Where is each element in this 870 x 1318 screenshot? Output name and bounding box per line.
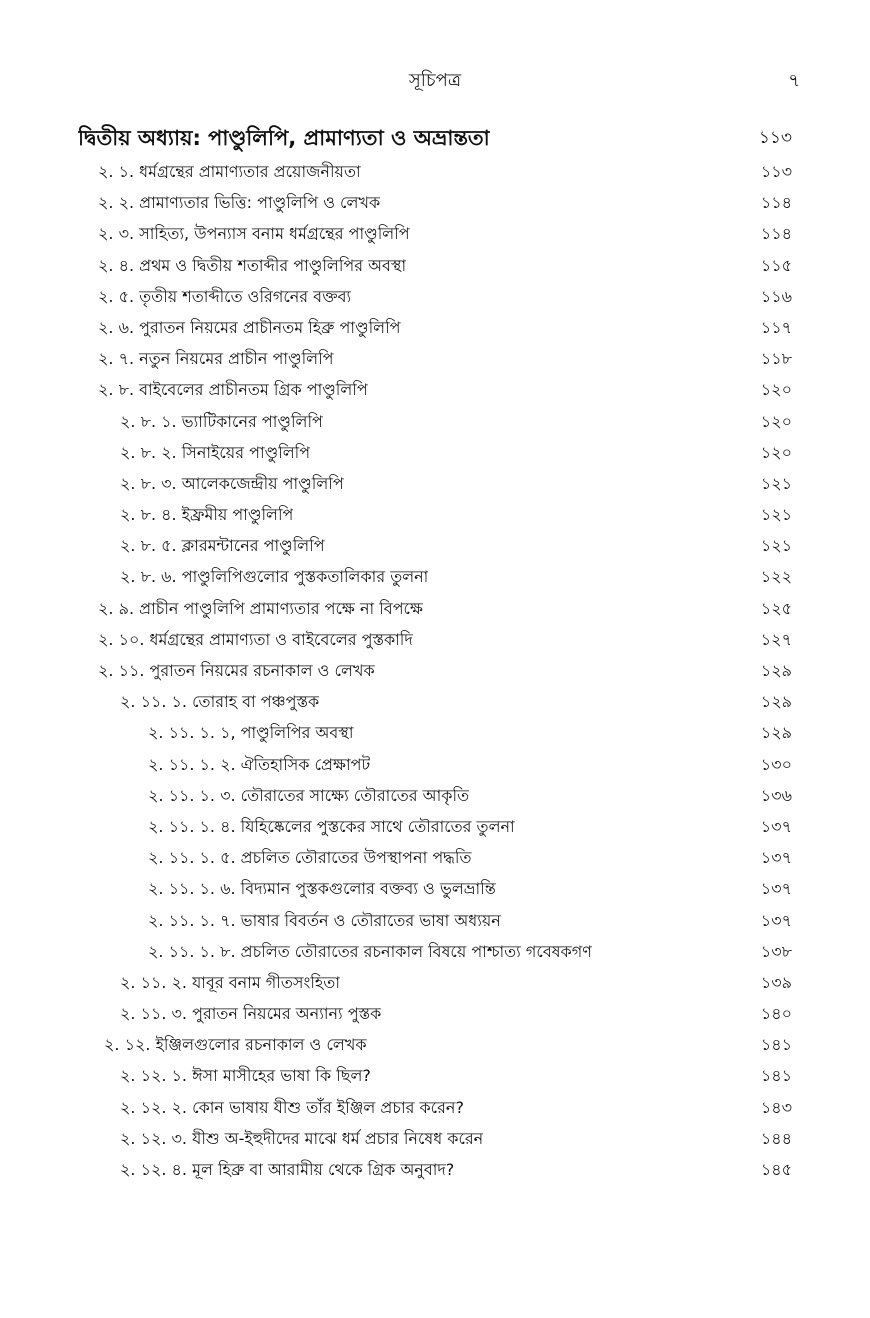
- toc-entry: [0, 312, 870, 343]
- toc-entry: [0, 1060, 870, 1091]
- toc-entry-title: ২. ৮. ২. সিনাইয়ের পাণ্ডুলিপি: [120, 442, 311, 462]
- toc-entry-title: ২. ৩. সাহিত্য, উপন্যাস বনাম ধর্মগ্রন্থের পাণ্ডুলিপি: [98, 224, 410, 244]
- toc-entry-page: ১২১: [760, 536, 792, 556]
- toc-entry: [0, 936, 870, 967]
- toc-entry-page: ১৪০: [760, 1004, 792, 1024]
- toc-entry: [0, 156, 870, 187]
- toc-entry-page: ১২৯: [760, 661, 792, 680]
- page-number: ৭: [788, 70, 800, 91]
- toc-entry: [0, 343, 870, 374]
- toc-entry-page: ১৩৭: [760, 816, 792, 836]
- toc-entry-title: ২. ১২. ২. কোন ভাষায় যীশু তাঁর ইঞ্জিল প্রচার করেন?: [120, 1097, 464, 1117]
- toc-entry-page: ১১৩: [760, 162, 792, 181]
- toc-entry-page: ১১৫: [760, 255, 792, 275]
- table-of-contents: [0, 120, 870, 1185]
- toc-entry: [0, 593, 870, 624]
- toc-entry-title: ২. ১১. ১. ৫. প্রচলিত তৌরাতের উপস্থাপনা পদ্ধতি: [148, 848, 472, 868]
- toc-entry-title: ২. ১১. ৩. পুরাতন নিয়মের অন্যান্য পুস্তক: [120, 1004, 382, 1024]
- toc-entry-title: ২. ১. ধর্মগ্রন্থের প্রামাণ্যতার প্রয়োজনীয়তা: [98, 162, 361, 181]
- toc-entry-title: ২. ৮. ১. ভ্যাটিকানের পাণ্ডুলিপি: [120, 411, 323, 431]
- toc-entry-page: ১৪৩: [760, 1097, 792, 1117]
- toc-entry-title: ২. ৮. ৬. পাণ্ডুলিপিগুলোর পুস্তকতালিকার তুলনা: [120, 567, 429, 587]
- toc-entry-page: ১৩৬: [760, 785, 792, 805]
- toc-entry-page: ১৪৫: [760, 1160, 792, 1179]
- toc-entry-title: ২. ২. প্রামাণ্যতার ভিত্তি: পাণ্ডুলিপি ও লেখক: [98, 193, 381, 213]
- toc-entry: [0, 1123, 870, 1154]
- toc-entry: [0, 1154, 870, 1185]
- toc-entry: [0, 250, 870, 281]
- toc-entry-page: ১৩৭: [760, 879, 792, 899]
- toc-entry: [0, 967, 870, 998]
- toc-entry-title: ২. ১১. ১. ৪. যিহিষ্কেলের পুস্তকের সাথে তৌরাতের তুলনা: [148, 816, 515, 836]
- toc-entry-title: ২. ১১. ১. ৩. তৌরাতের সাক্ষ্যে তৌরাতের আকৃতি: [148, 785, 470, 805]
- toc-entry-page: ১২২: [760, 567, 792, 587]
- toc-entry-title: ২. ১১. ১. তোরাহ বা পঞ্চপুস্তক: [120, 692, 320, 712]
- toc-entry-page: ১১৪: [760, 193, 792, 213]
- toc-entry: [0, 281, 870, 312]
- toc-entry: [0, 530, 870, 561]
- toc-entry-title: ২. ৮. ৪. ইফ্রমীয় পাণ্ডুলিপি: [120, 505, 294, 525]
- toc-entry-page: ১৩৭: [760, 910, 792, 930]
- toc-entry-page: ১৩৭: [760, 848, 792, 868]
- toc-entry-page: ১২১: [760, 473, 792, 493]
- toc-entry-title: ২. ৭. নতুন নিয়মের প্রাচীন পাণ্ডুলিপি: [98, 349, 334, 369]
- toc-entry-title: ২. ১১. ২. যাবূর বনাম গীতসংহিতা: [120, 972, 340, 992]
- toc-entry: [0, 374, 870, 405]
- toc-entry-page: ১১৪: [760, 224, 792, 244]
- toc-entry-title: ২. ১১. ১. ৬. বিদ্যমান পুস্তকগুলোর বক্তব্য ও ভুলভ্রান্তি: [148, 879, 496, 899]
- toc-entry-page: ১১৬: [760, 286, 792, 306]
- toc-entry-title: ২. ১০. ধর্মগ্রন্থের প্রামাণ্যতা ও বাইবেলের পুস্তকাদি: [98, 629, 413, 649]
- toc-entry-page: ১৪৪: [760, 1128, 792, 1148]
- toc-entry-title: ২. ৮. ৩. আলেকজেন্দ্রীয় পাণ্ডুলিপি: [120, 473, 344, 493]
- toc-entry-page: ১২০: [760, 442, 792, 462]
- toc-entry: [0, 624, 870, 655]
- toc-entry-page: ১৪১: [760, 1066, 792, 1086]
- toc-entry-title: ২. ১১. ১. ৮. প্রচলিত তৌরাতের রচনাকাল বিষয়ে পাশ্চাত্য গবেষকগণ: [148, 941, 592, 961]
- toc-entry: [0, 811, 870, 842]
- toc-entry-page: ১৩৯: [760, 972, 792, 992]
- toc-entry-page: ১২৫: [760, 598, 792, 618]
- toc-entry: [0, 437, 870, 468]
- toc-entry: [0, 905, 870, 936]
- toc-entry: [0, 686, 870, 717]
- toc-entry: [0, 1092, 870, 1123]
- toc-entry-title: ২. ১২. ৩. যীশু অ-ইহুদীদের মাঝে ধর্ম প্রচার নিষেধ করেন: [120, 1128, 484, 1148]
- toc-entry-page: ১২৯: [760, 723, 792, 743]
- toc-entry-page: ১১৭: [760, 317, 792, 337]
- toc-entry-page: ১২০: [760, 411, 792, 431]
- toc-entry-page: ১২৭: [760, 629, 792, 649]
- toc-entry: [0, 406, 870, 437]
- toc-entry-title: ২. ১১. ১. ২. ঐতিহাসিক প্রেক্ষাপট: [148, 754, 371, 774]
- toc-entry-page: ১৩৮: [760, 941, 792, 961]
- toc-entry-title: ২. ৮. বাইবেলের প্রাচীনতম গ্রিক পাণ্ডুলিপি: [98, 380, 368, 400]
- toc-entry-title: ২. ১১. ১. ১, পাণ্ডুলিপির অবস্থা: [148, 723, 354, 743]
- toc-chapter-heading: [0, 120, 870, 156]
- toc-entry-title: ২. ৯. প্রাচীন পাণ্ডুলিপি প্রামাণ্যতার পক্ষে না বিপক্ষে: [98, 598, 423, 618]
- toc-entry-title: ২. ১১. ১. ৭. ভাষার বিবর্তন ও তৌরাতের ভাষা অধ্যয়ন: [148, 910, 501, 930]
- toc-entry: [0, 187, 870, 218]
- toc-entry-page: ১৩০: [760, 754, 792, 774]
- toc-entry: [0, 842, 870, 873]
- toc-entry: [0, 873, 870, 904]
- toc-entry-title: ২. ৪. প্রথম ও দ্বিতীয় শতাব্দীর পাণ্ডুলিপির অবস্থা: [98, 255, 407, 275]
- toc-entry-title: ২. ১২. ইঞ্জিলগুলোর রচনাকাল ও লেখক: [104, 1035, 367, 1055]
- toc-entry-title: দ্বিতীয় অধ্যায়: পাণ্ডুলিপি, প্রামাণ্যতা ও অভ্রান্ততা: [78, 126, 490, 150]
- toc-entry: [0, 749, 870, 780]
- toc-entry-page: ১১৮: [760, 349, 792, 369]
- toc-entry-title: ২. ৮. ৫. ক্লারমন্টানের পাণ্ডুলিপি: [120, 536, 325, 556]
- toc-entry-page: ১১৩: [758, 128, 792, 148]
- toc-entry: [0, 655, 870, 686]
- page-title: সূচিপত্র: [408, 70, 462, 91]
- page-header: [0, 66, 870, 96]
- toc-entry-page: ১৪১: [760, 1035, 792, 1055]
- toc-entry: [0, 468, 870, 499]
- toc-entry-page: ১২৯: [760, 692, 792, 712]
- toc-entry-page: ১২১: [760, 505, 792, 525]
- toc-entry-title: ২. ৫. তৃতীয় শতাব্দীতে ওরিগনের বক্তব্য: [98, 286, 352, 306]
- toc-entry-title: ২. ৬. পুরাতন নিয়মের প্রাচীনতম হিব্রু পাণ্ডুলিপি: [98, 317, 401, 337]
- toc-entry: [0, 499, 870, 530]
- toc-entry: [0, 218, 870, 249]
- toc-entry: [0, 780, 870, 811]
- toc-entry-title: ২. ১২. ১. ঈসা মাসীহের ভাষা কি ছিল?: [120, 1066, 371, 1086]
- toc-entry: [0, 1029, 870, 1060]
- toc-entry: [0, 561, 870, 592]
- toc-entry-title: ২. ১১. পুরাতন নিয়মের রচনাকাল ও লেখক: [98, 661, 375, 680]
- toc-entry-page: ১২০: [760, 380, 792, 400]
- toc-entry: [0, 717, 870, 748]
- toc-entry: [0, 998, 870, 1029]
- toc-entry-title: ২. ১২. ৪. মূল হিব্রু বা আরামীয় থেকে গ্রিক অনুবাদ?: [120, 1160, 455, 1179]
